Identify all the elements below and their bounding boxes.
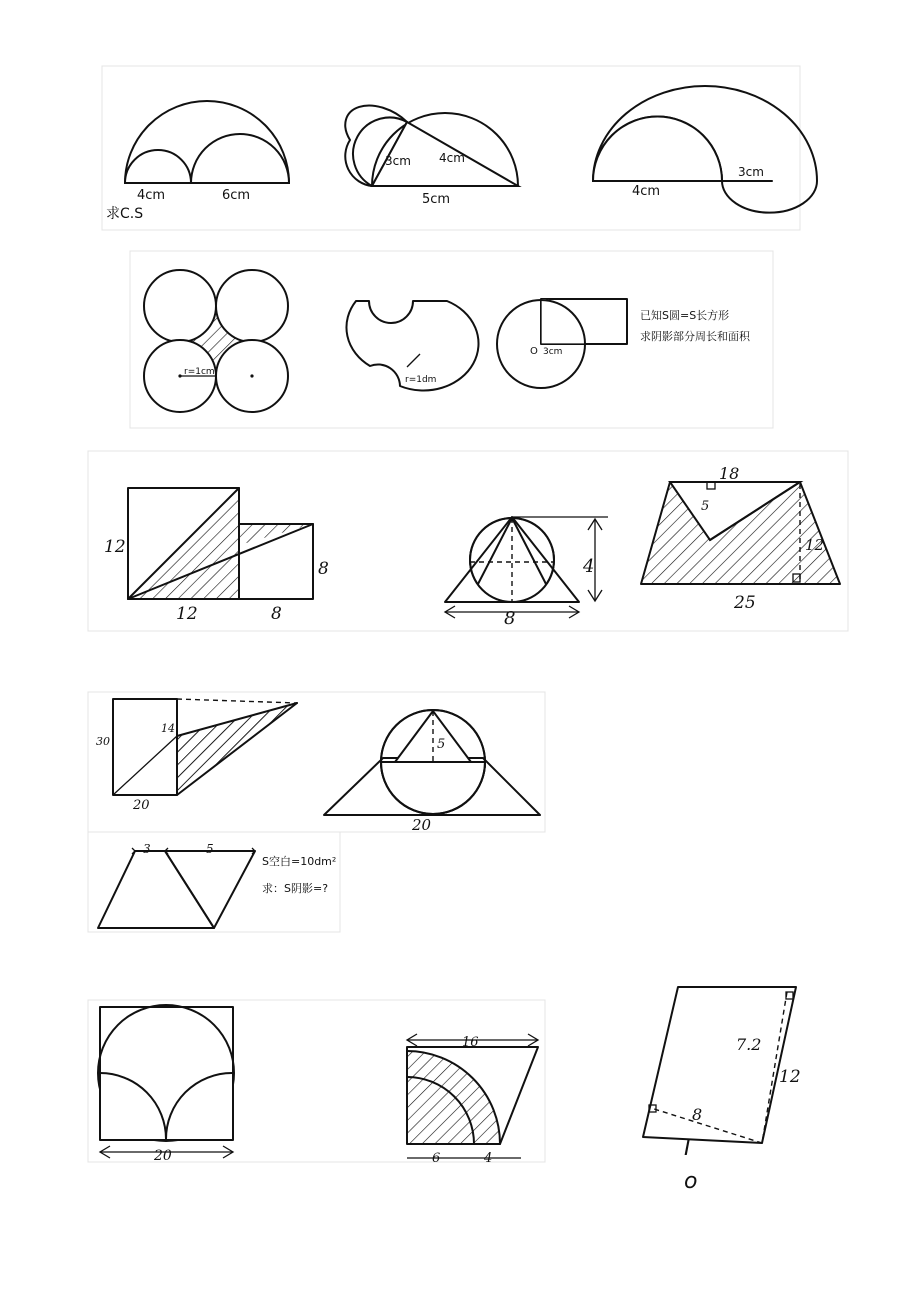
figure-10-rect-parallelogram: [96, 699, 297, 813]
fig7-side: 12: [104, 537, 126, 557]
fig6-center: O: [530, 346, 538, 357]
figure-2-triangle-semicircles: [345, 106, 518, 207]
fig4-radius: r=1cm: [184, 367, 215, 377]
fig11-height: 5: [437, 737, 446, 752]
figure-12-trapezoid-triangle: [98, 842, 336, 928]
fig6-radius: 3cm: [543, 347, 563, 357]
fig13-base: 20: [154, 1148, 172, 1164]
fig12-b: 5: [206, 842, 214, 856]
fig15-short: 8: [692, 1105, 703, 1124]
figure-14-quarter-rings: [407, 1034, 538, 1166]
fig2-leg-b: 4cm: [439, 151, 465, 165]
fig10-height: 30: [96, 735, 110, 748]
fig15-side: 12: [779, 1067, 801, 1087]
figure-5-notched-circle: [346, 301, 478, 391]
fig3-gap: 3cm: [738, 165, 764, 179]
fig5-radius: r=1dm: [405, 375, 437, 385]
fig7-base-2: 8: [271, 604, 282, 624]
fig9-bottom: 25: [734, 593, 756, 613]
fig1-right-label: 6cm: [222, 188, 251, 203]
fig10-base: 20: [133, 798, 150, 813]
figure-4-four-circles: [144, 270, 288, 412]
figure-13-square-arcs: [98, 1005, 234, 1164]
fig9-top: 18: [719, 464, 740, 483]
fig1-left-label: 4cm: [137, 188, 166, 203]
fig8-diameter: 8: [504, 608, 516, 629]
figure-1-semicircles: [106, 101, 289, 222]
fig2-leg-a: 3cm: [385, 154, 411, 168]
figure-3-spiral: [593, 86, 817, 213]
fig9-height-2: 12: [805, 536, 825, 554]
figure-7-two-squares: [104, 488, 329, 624]
figure-6-circle-rectangle: [497, 299, 751, 388]
fig3-base: 4cm: [632, 184, 661, 199]
fig11-base: 20: [412, 816, 432, 834]
fig14-top: 16: [462, 1035, 479, 1050]
fig10-mid: 14: [161, 722, 175, 735]
fig2-hyp: 5cm: [422, 192, 451, 207]
fig12-a: 3: [143, 842, 151, 856]
fig15-base: 10: [700, 1150, 702, 1151]
fig6-note-1: 已知S圆=S长方形: [640, 309, 730, 322]
figure-15-parallelogram: [643, 987, 801, 1143]
fig15-base-digit-2: o: [684, 1169, 698, 1194]
fig6-note-2: 求阴影部分周长和面积: [640, 330, 750, 343]
fig8-height: 4: [583, 556, 595, 577]
figure-8-circle-triangle: [445, 517, 608, 629]
fig15-base-digit-1: I: [684, 1136, 691, 1161]
figure-9-trapezoid: [641, 464, 840, 613]
figure-11-circle-hill: [324, 710, 540, 834]
fig1-question: 求C.S: [106, 206, 144, 222]
fig7-height-2: 8: [318, 559, 329, 579]
fig15-height: 7.2: [736, 1035, 762, 1054]
fig9-height-1: 5: [701, 499, 710, 514]
fig7-base-1: 12: [176, 604, 198, 624]
fig12-note-1: S空白=10dm²: [262, 855, 337, 868]
fig12-note-2: 求：S阴影=?: [262, 882, 329, 895]
fig14-b: 4: [484, 1151, 493, 1166]
fig14-a: 6: [432, 1151, 441, 1166]
